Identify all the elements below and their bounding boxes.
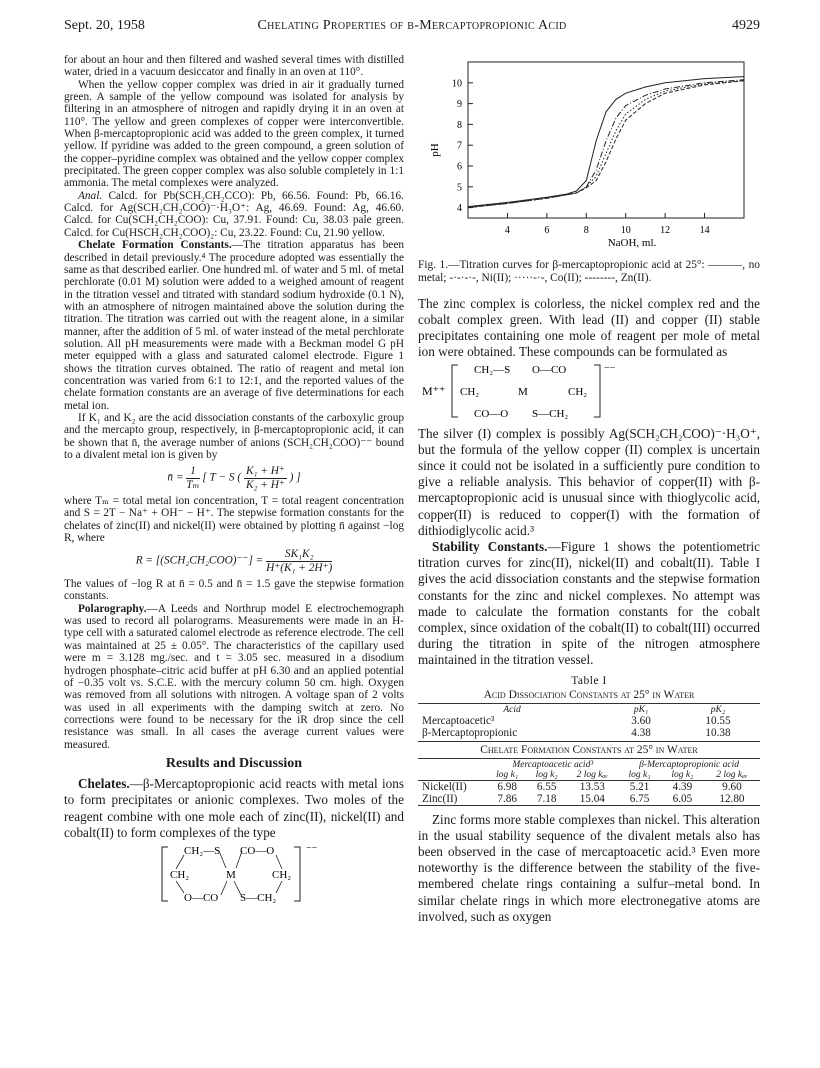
y-tick-label: 9 — [457, 99, 462, 111]
table-row: β-Mercaptopropionic 4.38 10.38 — [422, 726, 731, 739]
stability-paragraph: Stability Constants.—Figure 1 shows the potentiometric titration curves for zinc(II), nickel(II) and cobalt(II). Table I gives the acid dissociation constants and the stepwise formation constants for the zinc and nickel complexes. No attempt was made to calculate the formation constants for the cobalt complex, since oxidation of the cobalt(II) to cobalt(III) occurred during the titration in spite of the nitrogen atmosphere maintained in the titration vessel. — [418, 539, 761, 668]
analysis-paragraph — [64, 190, 404, 239]
table-row: Nickel(II) 6.98 6.55 13.53 5.21 4.39 9.60 — [422, 780, 742, 793]
polarography-paragraph: Polarography.—A Leeds and Northrup model E electrochemograph was used to record all polarograms. Measurements were made in an H-type cell with a saturated calomel electrode as reference electrode. The cell was maintained at 25 ± 0.05°. The characteristics of the capillary used were m = 3.128 mg./sec. and t = 3.05 sec. measured in a disodium hydrogen phosphate–citric acid buffer at pH 6.30 and an applied potential of −0.35 volt vs. S.C.E. with the mercury column 50 cm. high. Oxygen was removed from all solutions with nitrogen. A voltage span of 2 volts was used in all experiments with the damping switch at zero. No corrections were found to be necessary for the iR drop since the cell resistance was small. In all cases the average current values were measured. — [64, 602, 404, 751]
group-header: β-Mercaptopropionic acid — [639, 759, 739, 770]
struct-metal: M — [518, 385, 528, 398]
column-header: Acid — [503, 704, 521, 715]
y-tick-label: 6 — [457, 161, 462, 173]
header-date: Sept. 20, 1958 — [64, 18, 145, 33]
y-tick-label: 10 — [452, 78, 462, 90]
y-tick-label: 8 — [457, 119, 462, 131]
table-row: Zinc(II) 7.86 7.18 15.04 6.75 6.05 12.80 — [418, 793, 760, 806]
table-row: Mercaptoacetic³ 3.60 10.55 — [422, 714, 731, 727]
charge-label: −− — [306, 843, 318, 855]
struct-right: CH₂ — [272, 869, 292, 882]
struct-top-left: CH₂—S — [474, 363, 511, 376]
page-number: 4929 — [732, 18, 760, 33]
struct-bottom-left: O—CO — [184, 892, 219, 905]
column-header: pK₂ — [710, 704, 726, 715]
group-header: Mercaptoacetic acid³ — [512, 759, 594, 770]
section-heading: Results and Discussion — [165, 755, 303, 771]
struct-bottom-left: CO—O — [474, 407, 509, 420]
equation-nbar: n̄ = $\frac{1}{\text{Tₘ}}$ [ T − S ( $\frac{\text{K₁ + H⁺}}{\text{K₂ + H⁺}}$ ) ] — [167, 465, 301, 491]
figure-caption: Fig. 1.—Titration curves for β-mercaptopropionic acid at 25°: ———, no metal; -·-·-·-, Ni(II); ·····-·-, Co(II); --------, Zn(II). — [418, 259, 760, 285]
x-tick-label: 4 — [504, 225, 510, 236]
header-title: Chelating Properties of β-Mercaptopropionic Acid — [257, 18, 567, 33]
series-line-ni-ii — [468, 80, 744, 208]
struct-top-right: O—CO — [532, 363, 567, 376]
run-in-heading: Chelates. — [78, 776, 130, 792]
paragraph: where Tₘ = total metal ion concentration, T = total reagent concentration and S = 2T − Na⁺ + OH⁻ − H⁺. The stepwise formation constants for the chelates of zinc(II) and nickel(II) were obtained by plotting n̄ against −log R, where — [64, 495, 404, 545]
x-tick-label: 10 — [620, 225, 631, 236]
right-column — [418, 54, 760, 925]
run-in-heading: Chelate Formation Constants. — [78, 239, 232, 252]
struct-top-right: CO—O — [240, 845, 275, 858]
run-in-heading: Polarography. — [78, 602, 147, 615]
left-column — [64, 54, 404, 910]
x-tick-label: 12 — [660, 225, 671, 236]
table-subtitle: Acid Dissociation Constants at 25° in Water — [418, 689, 760, 704]
struct-right: CH₂ — [568, 385, 588, 398]
y-tick-label: 4 — [457, 203, 462, 215]
table-subtitle: Chelate Formation Constants at 25° in Water — [418, 741, 760, 759]
column-header: log k₂ — [535, 769, 558, 780]
struct-top-left: CH₂—S — [184, 845, 221, 858]
chelate-formation-table — [418, 760, 760, 806]
x-tick-label: 14 — [699, 225, 710, 236]
paragraph: Zinc forms more stable complexes than nickel. This alteration in the usual stability sequence of the divalent metals also has been observed in the case of mercaptoacetic acid.³ Even more noteworthy is the difference between the stability of the five-membered chelate rings containing a sulfur–metal bond. In similar chelate rings in which more electronegative atoms are involved, such as oxygen — [418, 811, 760, 924]
paragraph: for about an hour and then filtered and washed several times with distilled water, dried in a vacuum desiccator and finally in an oven at 110°. — [64, 54, 404, 79]
struct-bottom-right: S—CH₂ — [532, 407, 569, 420]
column-header: 2 log kₐᵥ — [716, 769, 748, 780]
x-axis-label: NaOH, ml. — [607, 237, 657, 249]
column-header: pK₁ — [633, 704, 649, 715]
table-title: Table I — [571, 674, 607, 687]
y-tick-label: 7 — [457, 140, 462, 152]
metal-complex-structure-diagram — [418, 361, 760, 421]
analysis-text: Calcd. for Pb(SCH₂CH₂CCO): Pb, 66.56. Found: Pb, 66.16. Calcd. for Ag(SCH₂CH₂COO)⁻·H₃O⁺: Ag, 46.69. Found: Ag, 46.60. Calcd. for Cu(SCH₂CH₂COO): Cu, 37.91. Found: Cu, 38.03 pale green. Calcd. for Cu(HSCH₂CH₂COO)₂: Cu, 23.22. Found: Cu, 21.90 yellow. — [64, 189, 404, 239]
y-axis-label: pH — [429, 143, 441, 157]
charge-label: −− — [604, 362, 616, 374]
run-in-heading: Stability Constants. — [432, 539, 548, 555]
struct-left: CH₂ — [170, 869, 190, 882]
paragraph: The zinc complex is colorless, the nickel complex red and the cobalt complex green. With lead (II) and copper (II) stable precipitates containing one mole of reagent per mole of metal ion were obtained. These compounds can be formulated as — [418, 295, 760, 360]
paragraph-text: —The titration apparatus has been described in detail previously.⁴ The procedure adopted was essentially the same as that described earlier. One hundred ml. of water and 5 ml. of metal perchlorate (0.01 M) solution were added to a weighed amount of reagent in the titration vessel and titrated with standard sodium hydroxide (0.1 N), with an atmosphere of nitrogen maintained above the solution during the titration. The titration was carried out with the reagent alone, in a similar manner, after the addition of 5 ml. of water instead of the metal perchlorate solution. All pH measurements were made with a Beckman model G pH meter equipped with a glass and saturated calomel electrode. Figure 1 shows the titration curves obtained. The ratio of reagent and metal ion concentration was varied from 6:1 to 12:1, and the reported values of the chelate formation constants are an average of five determinations for each metal ion. — [64, 239, 404, 412]
struct-metal: M — [226, 869, 236, 882]
struct-bottom-right: S—CH₂ — [240, 892, 277, 905]
run-in-heading: Anal. — [78, 189, 103, 202]
paragraph: The values of −log R at n̄ = 0.5 and n̄ = 1.5 gave the stepwise formation constants. — [64, 578, 404, 603]
paragraph: The silver (I) complex is possibly Ag(SCH₂CH₂COO)⁻·H₃O⁺, but the formula of the yellow copper (II) complex is uncertain since it could not be isolated in a sufficiently pure condition to give a reliable analysis. This behavior of copper(II) with β-mercaptopropionic acid is unusual since with thioglycolic acid, copper(II) is reduced to copper(I) with the formation of dithiodiglycolic acid.³ — [418, 425, 760, 538]
equation-r: R = [(SCH₂CH₂COO)⁻⁻] = $\frac{\text{SK₁K₂}}{\text{H⁺(K₁ + 2H⁺)}}$ — [135, 548, 333, 574]
series-line-co-ii — [468, 81, 744, 208]
acid-dissociation-table — [418, 705, 760, 739]
y-tick-label: 5 — [457, 182, 462, 194]
chelates-paragraph: Chelates.—β-Mercaptopropionic acid reacts with metal ions to form precipitates or anionic complexes. Two moles of the reagent combine with one mole each of zinc(II), nickel(II) and cobalt(II) to form complexes of the type — [64, 776, 404, 840]
struct-metal-prefix: M⁺⁺ — [422, 383, 446, 398]
chelate-structure-diagram — [64, 841, 404, 907]
chelate-constants-paragraph — [64, 239, 404, 412]
struct-left: CH₂ — [460, 385, 480, 398]
column-header: log k₂ — [671, 769, 694, 780]
column-header: log k₁ — [496, 769, 519, 780]
paragraph: If K₁ and K₂ are the acid dissociation constants of the carboxylic group and the mercapto group, respectively, in β-mercaptopropionic acid, it can be shown that n̄, the average number of anions (SCH₂CH₂COO)⁻⁻ bound to a divalent metal ion is given by — [64, 411, 404, 461]
running-header — [64, 18, 760, 38]
table-i — [418, 675, 760, 806]
plot-frame — [468, 62, 744, 218]
column-header: 2 log kₐᵥ — [576, 769, 608, 780]
titration-chart — [418, 54, 760, 250]
x-tick-label: 6 — [544, 225, 550, 236]
series-line-zn-ii — [468, 81, 744, 208]
x-tick-label: 8 — [583, 225, 589, 236]
column-header: log k₁ — [628, 769, 651, 780]
paragraph: When the yellow copper complex was dried in air it gradually turned green. A sample of the yellow compound was isolated for analysis by filtering in an atmosphere of nitrogen and rapidly drying it in an oven at 110°. The yellow and green complexes of copper were interconvertible. When β-mercaptopropionic acid was added to the green complex, it turned yellow. If pyridine was added to the green compound, a green solution of the copper–pyridine complex was obtained and the yellow copper complex precipitated. The green copper complex was also soluble completely in 1:1 ammonia. The metal complexes were analyzed. — [64, 78, 404, 190]
